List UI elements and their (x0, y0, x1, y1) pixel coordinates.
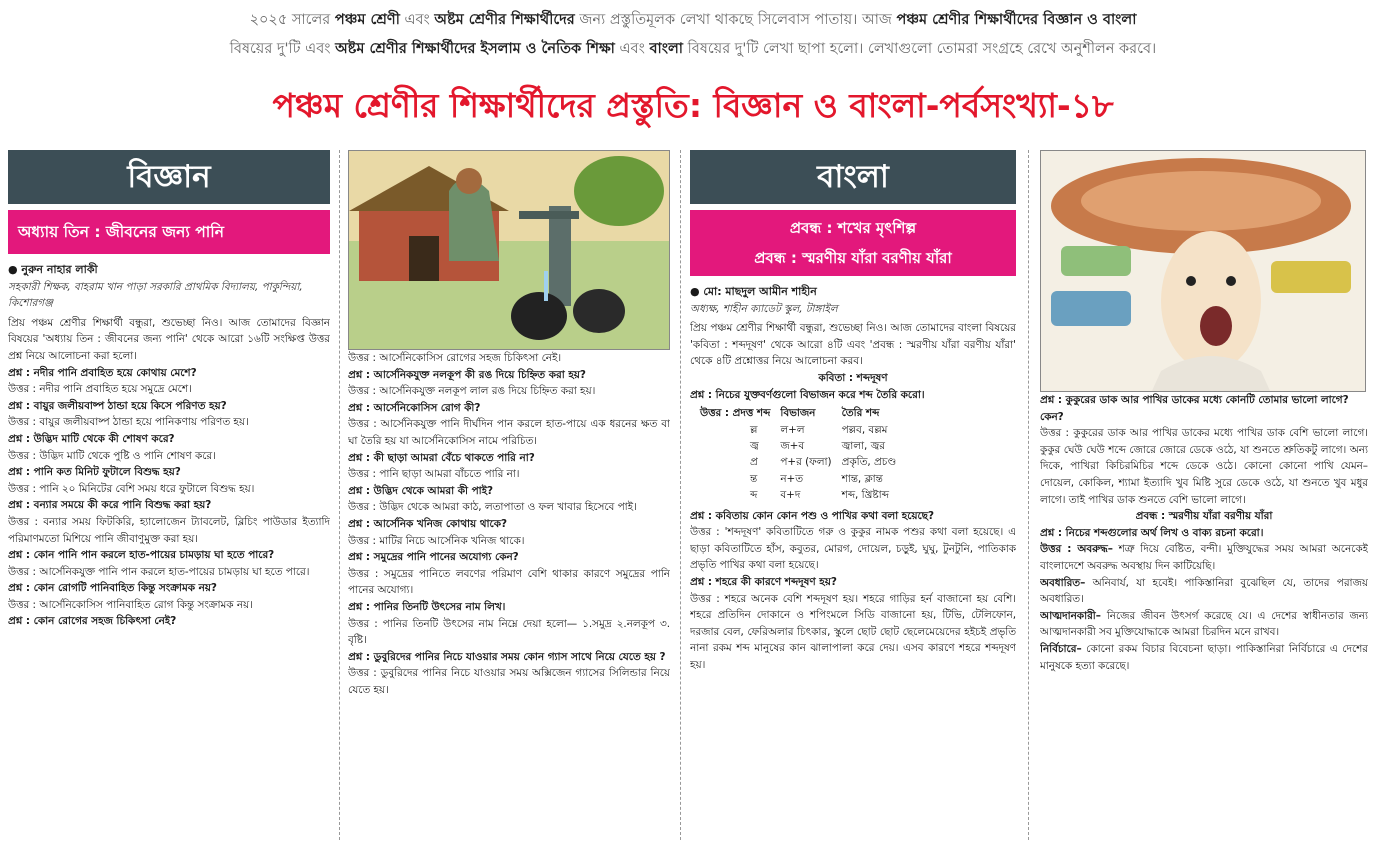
table-cell: ল+ল (780, 423, 805, 436)
table-header: তৈরি শব্দ (841, 407, 880, 420)
answer: উত্তর : নদীর পানি প্রবাহিত হয়ে সমুদ্রে মেশে। (8, 383, 192, 396)
table-row (700, 454, 906, 470)
table-header: উত্তর : প্রদত্ত শব্দ (700, 407, 771, 420)
question: প্রশ্ন : শহরে কী কারণে শব্দদূষণ হয়? (690, 575, 837, 588)
bangla-column-2 (1040, 150, 1368, 840)
word-term: আত্মদানকারী– (1040, 609, 1101, 622)
question: প্রশ্ন : কোন রোগের সহজ চিকিৎসা নেই? (8, 615, 177, 628)
question: প্রশ্ন : নিচের যুক্তবর্ণগুলো বিভাজন করে শব্দ তৈরি করো। (690, 388, 925, 401)
science-chapter-title: অধ্যায় তিন : জীবনের জন্য পানি (8, 210, 330, 254)
question: প্রশ্ন : কবিতায় কোন কোন পশু ও পাখির কথা বলা হয়েছে? (690, 509, 935, 522)
intro-text: জন্য প্রস্তুতিমূলক লেখা থাকছে সিলেবাস পাতায়। আজ (579, 12, 892, 28)
intro-text: এবং (404, 12, 430, 28)
answer: উত্তর : উদ্ভিদ থেকে আমরা কাঠ, লতাপাতা ও ফল খাবার হিসেবে পাই। (348, 501, 637, 514)
question: প্রশ্ন : আর্সেনিকযুক্ত নলকূপ কী রঙ দিয়ে চিহ্নিত করা হয়? (348, 368, 586, 381)
answer: উত্তর : পানি ২০ মিনিটের বেশি সময় ধরে ফুটালে বিশুদ্ধ হয়। (8, 482, 255, 495)
bangla-qa-list-2 (1040, 392, 1368, 508)
noise-cartoon-illustration (1040, 150, 1366, 392)
science-qa-list (8, 365, 330, 631)
bangla-topics (690, 210, 1016, 276)
table-cell: ন্ত (750, 472, 758, 485)
question: প্রশ্ন : কোন রোগটি পানিবাহিত কিন্তু সংক্রামক নয়? (8, 582, 217, 595)
word-term: নির্বিচারে– (1040, 642, 1082, 655)
word-entry (1040, 541, 1368, 574)
table-cell: শান্ত, ক্লান্ত (841, 472, 883, 485)
word-meaning-list (1040, 541, 1368, 674)
answer: উত্তর : আর্সেনিকযুক্ত পানি পান করলে হাত-পায়ের চামড়ায় ঘা হতে পারে। (8, 565, 310, 578)
answer: উত্তর : 'শব্দদূষণ' কবিতাটিতে গরু ও কুকুর নামক পশুর কথা বলা হয়েছে। এ ছাড়া কবিতাটিতে হাঁস, কবুতর, মোরগ, দোয়েল, চড়ুই, ঘুঘু, টুনটুনি, পাতিকাক প্রভৃতি পাখির কথা বলা হয়েছে। (690, 526, 1016, 572)
word-entry (1040, 608, 1368, 641)
answer: উত্তর : আর্সেনিকোসিস রোগের সহজ চিকিৎসা নেই। (348, 352, 562, 364)
table-cell: ন+ত (780, 472, 804, 485)
intro-bold: পঞ্চম শ্রেণীর শিক্ষার্থীদের বিজ্ঞান ও বাংলা (896, 12, 1137, 28)
intro-bold: বাংলা (649, 41, 683, 57)
science-column-2 (348, 150, 670, 840)
answer: উত্তর : কুকুরের ডাক আর পাখির ডাকের মধ্যে পাখির ডাক বেশি ভালো লাগে। কুকুর ঘেউ ঘেউ শব্দে জোরে জোরে ডেকে ওঠে, যা শুনতে শ্রুতিকটু লাগে। অন্য দিকে, পাখিরা কিচিরমিচির শব্দে ডেকে ওঠে। কোনো কোনো পাখি যেমন– দোয়েল, কোকিল, শ্যামা ইত্যাদি খুব মিষ্টি সুরে ডেকে ওঠে, যা শুনতে খুব মধুর লাগে। তাই পাখির ডাক শুনতে বেশি ভালো লাগে। (1040, 427, 1368, 506)
bangla-column (690, 150, 1016, 840)
question: প্রশ্ন : উদ্ভিদ থেকে আমরা কী পাই? (348, 484, 494, 497)
bangla-section-title: বাংলা (690, 150, 1016, 204)
table-row (700, 438, 906, 454)
table-cell: ল্ল (750, 423, 758, 436)
answer: উত্তর : বন্যার সময় ফিটকিরি, হ্যালোজেন ট্যাবলেট, ব্লিচিং পাউডার ইত্যাদি পরিমাণমতো মিশিয়ে পানি জীবাণুমুক্ত করা হয়। (8, 515, 330, 545)
answer: উত্তর : উদ্ভিদ মাটি থেকে পুষ্টি ও পানি শোষণ করে। (8, 449, 216, 462)
table-cell: শব্দ, খ্রিষ্টাব্দ (841, 489, 889, 502)
word-entry (1040, 575, 1368, 608)
poem-heading: কবিতা : শব্দদূষণ (818, 371, 888, 384)
bangla-author-role: অধ্যক্ষ, শাহীন ক্যাডেট স্কুল, টাঙ্গাইল (690, 302, 838, 315)
answer: উত্তর : মাটির নিচে আর্সেনিক খনিজ থাকে। (348, 534, 525, 547)
intro-note (20, 6, 1366, 64)
word-term: উত্তর : অবরুদ্ধ– (1040, 543, 1113, 556)
answer: উত্তর : সমুদ্রের পানিতে লবণের পরিমাণ বেশি থাকার কারণে সমুদ্রের পানি পানের অযোগ্য। (348, 567, 670, 597)
question: প্রশ্ন : কী ছাড়া আমরা বেঁচে থাকতে পারি না? (348, 451, 535, 464)
intro-text: বিষয়ের দু'টি লেখা ছাপা হলো। লেখাগুলো তোমরা সংগ্রহে রেখে অনুশীলন করবে। (687, 41, 1157, 57)
question: প্রশ্ন : আর্সেনিকোসিস রোগ কী? (348, 401, 481, 414)
table-cell: পল্লব, বল্লম (841, 423, 888, 436)
question: প্রশ্ন : বায়ুর জলীয়বাষ্প ঠান্ডা হয়ে কিসে পরিণত হয়? (8, 399, 227, 412)
word-meaning: নিজের জীবন উৎসর্গ করেছে যে। এ দেশের স্বাধীনতার জন্য আত্মদানকারী সব মুক্তিযোদ্ধাকে আমরা চিরদিন মনে রাখব। (1040, 609, 1368, 639)
table-row (700, 471, 906, 487)
science-qa-list-2 (348, 350, 670, 698)
table-cell: প্র (750, 456, 758, 469)
table-row (700, 487, 906, 503)
word-meaning: শত্রু দিয়ে বেষ্টিত, বন্দী। মুক্তিযুদ্ধের সময় আমরা অনেকেই বাংলাদেশে অবরুদ্ধ অবস্থায় দিন কাটিয়েছি। (1040, 543, 1368, 572)
bangla-topic-2: প্রবন্ধ : স্মরণীয় যাঁরা বরণীয় যাঁরা (754, 249, 952, 267)
science-author-role: সহকারী শিক্ষক, বাহরাম খান পাড়া সরকারি প্রাথমিক বিদ্যালয়, পাকুন্দিয়া, কিশোরগঞ্জ (8, 280, 303, 310)
answer: উত্তর : আর্সেনিকোসিস পানিবাহিত রোগ কিন্তু সংক্রামক নয়। (8, 598, 253, 611)
word-meaning: কোনো রকম বিচার বিবেচনা ছাড়া। পাকিস্তানিরা নির্বিচারে এ দেশের মানুষকে হত্যা করেছে। (1040, 642, 1368, 672)
science-author: ● নুরুন নাহার লাকী (8, 263, 98, 276)
question: প্রশ্ন : ডুবুরিদের পানির নিচে যাওয়ার সময় কোন গ্যাস সাথে নিয়ে যেতে হয় ? (348, 650, 666, 663)
table-cell: প+র (ফলা) (780, 456, 832, 469)
science-section-title: বিজ্ঞান (8, 150, 330, 204)
table-cell: প্রকৃতি, প্রচণ্ড (841, 456, 897, 469)
intro-bold: অষ্টম শ্রেণীর শিক্ষার্থীদের ইসলাম ও নৈতিক শিক্ষা (335, 41, 615, 57)
intro-text: বিষয়ের দু'টি এবং (229, 41, 331, 57)
table-cell: জ+ব (780, 439, 805, 452)
question: প্রশ্ন : সমুদ্রের পানি পানের অযোগ্য কেন? (348, 551, 519, 564)
intro-text: ২০২৫ সালের (249, 12, 331, 28)
column-divider (1028, 150, 1029, 840)
question: প্রশ্ন : পানির তিনটি উৎসের নাম লিখ। (348, 600, 506, 613)
table-cell: ব+দ (780, 489, 801, 502)
science-intro: প্রিয় পঞ্চম শ্রেণীর শিক্ষার্থী বন্ধুরা, শুভেচ্ছা নিও। আজ তোমাদের বিজ্ঞান বিষয়ের 'অধ্যায় তিন : জীবনের জন্য পানি' থেকে আরো ১৬টি সংক্ষিপ্ত উত্তর প্রশ্ন নিয়ে আলোচনা করা হলো। (8, 316, 330, 362)
intro-bold: অষ্টম শ্রেণীর শিক্ষার্থীদের (434, 12, 575, 28)
answer: উত্তর : আর্সেনিকযুক্ত নলকূপ লাল রঙ দিয়ে চিহ্নিত করা হয়। (348, 385, 596, 398)
table-cell: জ্বালা, জ্বর (841, 439, 885, 452)
word-meaning: অনিবার্য, যা হবেই। পাকিস্তানিরা বুঝেছিল যে, তাদের পরাজয় অবধারিত। (1040, 576, 1368, 606)
word-term: অবধারিত– (1040, 576, 1086, 589)
bangla-author: ● মো: মাছদুল আমীন শাহীন (690, 285, 817, 298)
answer: উত্তর : আর্সেনিকযুক্ত পানি দীর্ঘদিন পান করলে হাত-পায়ে এক ধরনের ক্ষত বা ঘা তৈরি হয় যা আর্সেনিকোসিস নামে পরিচিত। (348, 418, 670, 447)
question: প্রশ্ন : কোন পানি পান করলে হাত-পায়ের চামড়ায় ঘা হতে পারে? (8, 549, 275, 562)
answer: উত্তর : পানি ছাড়া আমরা বাঁচতে পারি না। (348, 468, 520, 481)
question: প্রশ্ন : নিচের শব্দগুলোর অর্থ লিখ ও বাক্য রচনা করো। (1040, 526, 1264, 539)
table-cell: ব্দ (750, 489, 758, 502)
table-cell: জ্ব (750, 439, 759, 452)
column-divider (339, 150, 340, 840)
hand-pump-illustration (348, 150, 670, 350)
essay-heading: প্রবন্ধ : স্মরণীয় যাঁরা বরণীয় যাঁরা (1135, 510, 1273, 523)
page-headline: পঞ্চম শ্রেণীর শিক্ষার্থীদের প্রস্তুতি: বিজ্ঞান ও বাংলা-পর্বসংখ্যা-১৮ (272, 86, 1114, 125)
table-row (700, 422, 906, 438)
intro-text: এবং (619, 41, 645, 57)
answer: উত্তর : শহরে অনেক বেশি শব্দদূষণ হয়। শহরে গাড়ির হর্ন বাজানো হয় বেশি। শহরে প্রতিদিন দোকানে ও শপিংমলে সিডি বাজানো হয়, টিভি, টেলিফোন, দরজার বেল, ফেরিঅলার চিৎকার, স্কুলে ছোট ছোট ছেলেমেয়েদের হইচই প্রভৃতি নানা রকম শব্দ মানুষের কান ঝালাপালা করে দেয়। এসব কারণে শহরে শব্দদূষণ হয়। (690, 592, 1016, 671)
conjunct-table (700, 405, 906, 503)
question: প্রশ্ন : পানি কত মিনিট ফুটালে বিশুদ্ধ হয়? (8, 466, 181, 479)
word-entry (1040, 641, 1368, 674)
question: প্রশ্ন : বন্যার সময়ে কী করে পানি বিশুদ্ধ করা হয়? (8, 499, 212, 512)
answer: উত্তর : বায়ুর জলীয়বাষ্প ঠান্ডা হয়ে পানিকণায় পরিণত হয়। (8, 416, 249, 429)
bangla-topic-1: প্রবন্ধ : শখের মৃৎশিল্প (789, 219, 917, 237)
intro-bold: পঞ্চম শ্রেণী (334, 12, 400, 28)
column-divider (680, 150, 681, 840)
bangla-qa-list (690, 508, 1016, 674)
question: প্রশ্ন : আর্সেনিক খনিজ কোথায় থাকে? (348, 517, 508, 530)
bangla-intro: প্রিয় পঞ্চম শ্রেণীর শিক্ষার্থী বন্ধুরা, শুভেচ্ছা নিও। আজ তোমাদের বাংলা বিষয়ের 'কবিতা : শব্দদূষণ' থেকে আরো ৪টি এবং 'প্রবন্ধ : স্মরণীয় যাঁরা বরণীয় যাঁরা' থেকে ৪টি প্রশ্নোত্তর নিয়ে আলোচনা করব। (690, 322, 1016, 368)
answer: উত্তর : ডুবুরিদের পানির নিচে যাওয়ার সময় অক্সিজেন গ্যাসের সিলিন্ডার নিয়ে যেতে হয়। (348, 667, 670, 696)
science-column (8, 150, 330, 840)
table-header: বিভাজন (780, 407, 816, 420)
question: প্রশ্ন : নদীর পানি প্রবাহিত হয়ে কোথায় মেশে? (8, 366, 197, 379)
answer: উত্তর : পানির তিনটি উৎসের নাম নিম্নে দেয়া হলো— ১.সমুদ্র ২.নলকূপ ৩. বৃষ্টি। (348, 617, 670, 647)
question: প্রশ্ন : উদ্ভিদ মাটি থেকে কী শোষণ করে? (8, 432, 175, 445)
question: প্রশ্ন : কুকুরের ডাক আর পাখির ডাকের মধ্যে কোনটি তোমার ভালো লাগে? কেন? (1040, 394, 1349, 423)
